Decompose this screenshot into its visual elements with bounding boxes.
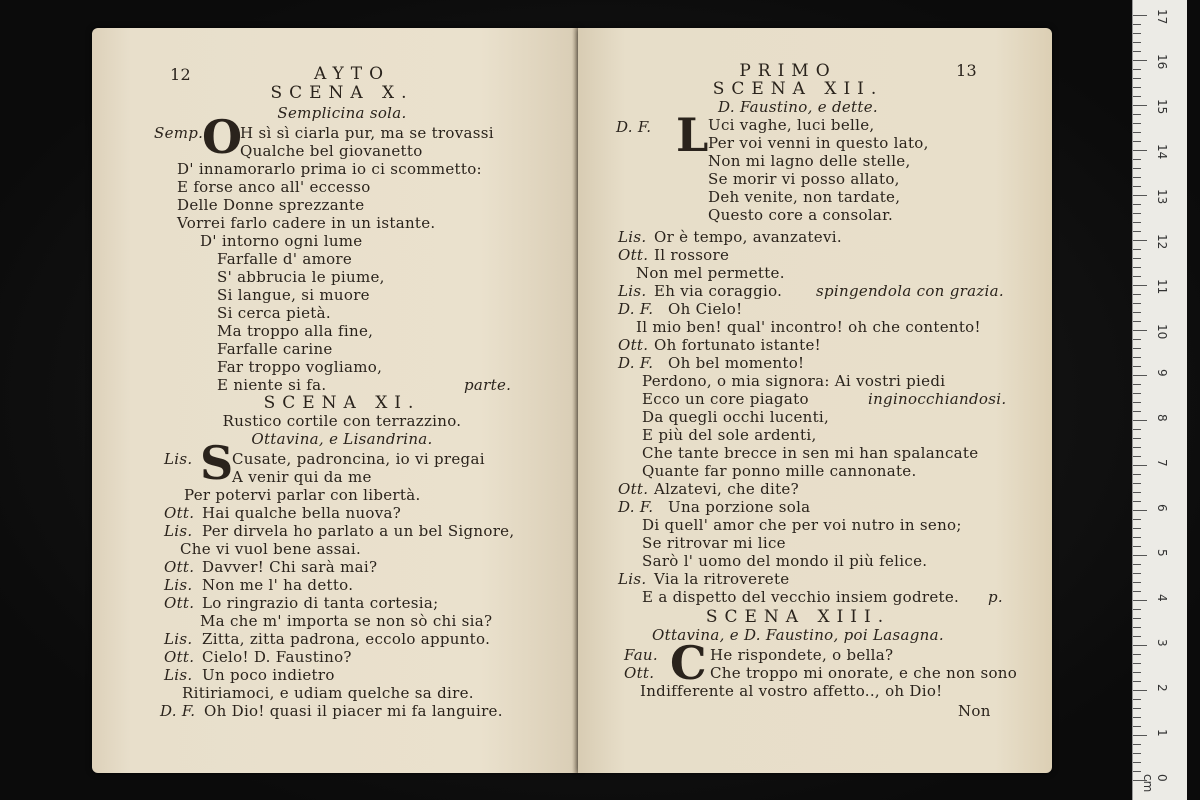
speaker-label: D. F. xyxy=(618,498,654,516)
scene-xii-cast: D. Faustino, e dette. xyxy=(718,98,878,116)
ruler-tick xyxy=(1133,294,1141,295)
ruler-tick xyxy=(1133,744,1141,745)
ruler-number: 17 xyxy=(1155,9,1169,25)
ruler-tick xyxy=(1133,456,1141,457)
ruler-tick xyxy=(1133,60,1147,61)
ruler-number: 1 xyxy=(1155,729,1169,737)
ruler-number: 15 xyxy=(1155,99,1169,115)
verse-line: Per voi venni in questo lato, xyxy=(708,134,929,152)
verse-line: Questo core a consolar. xyxy=(708,206,894,224)
speaker-label: Semp. xyxy=(154,124,204,142)
ruler-tick xyxy=(1133,438,1141,439)
stage-direction: spingendola con grazia. xyxy=(816,282,1004,300)
ruler-tick xyxy=(1133,537,1141,538)
ruler-tick xyxy=(1133,339,1141,340)
ruler-tick xyxy=(1133,681,1141,682)
verse-line: Uci vaghe, luci belle, xyxy=(708,116,875,134)
speaker-label: D. F. xyxy=(618,354,654,372)
ruler-tick xyxy=(1133,69,1141,70)
right-page-number: 13 xyxy=(956,61,977,80)
ruler-number: 8 xyxy=(1155,414,1169,422)
ruler-number: 4 xyxy=(1155,594,1169,602)
ruler-tick xyxy=(1133,465,1147,466)
ruler-tick xyxy=(1133,249,1141,250)
speaker-label: Lis. xyxy=(164,450,193,468)
ruler-tick xyxy=(1133,420,1147,421)
dialogue-line: Oh fortunato istante! xyxy=(654,336,821,354)
dialogue-line: Cielo! D. Faustino? xyxy=(202,648,352,666)
ruler-tick xyxy=(1133,375,1147,376)
drop-cap: C xyxy=(670,636,707,690)
ruler-tick xyxy=(1133,276,1141,277)
verse-line: Si langue, si muore xyxy=(217,286,370,304)
ruler-tick xyxy=(1133,546,1141,547)
ruler-tick xyxy=(1133,105,1147,106)
ruler-tick xyxy=(1133,645,1147,646)
speaker-label: Lis. xyxy=(618,228,647,246)
dialogue-line: Davver! Chi sarà mai? xyxy=(202,558,378,576)
ruler-tick xyxy=(1133,123,1141,124)
ruler-tick xyxy=(1133,771,1141,772)
speaker-label: Lis. xyxy=(164,630,193,648)
ruler-number: 6 xyxy=(1155,504,1169,512)
dialogue-line: Or è tempo, avanzatevi. xyxy=(654,228,842,246)
speaker-label: Lis. xyxy=(164,666,193,684)
ruler-number: 10 xyxy=(1155,324,1169,340)
dialogue-line: Cusate, padroncina, io vi pregai xyxy=(232,450,485,468)
ruler-tick xyxy=(1133,402,1141,403)
ruler-tick xyxy=(1133,474,1141,475)
ruler-number: 11 xyxy=(1155,279,1169,295)
ruler-tick xyxy=(1133,636,1141,637)
ruler-number: 3 xyxy=(1155,639,1169,647)
verse-line: S' abbrucia le piume, xyxy=(217,268,385,286)
ruler-tick xyxy=(1133,762,1141,763)
verse-line: D' intorno ogni lume xyxy=(200,232,363,250)
speaker-label: Ott. xyxy=(618,336,649,354)
dialogue-line: Che tante brecce in sen mi han spalancate xyxy=(642,444,979,462)
ruler-tick xyxy=(1133,78,1141,79)
left-running-head: AYTO xyxy=(313,64,391,84)
ruler-tick xyxy=(1133,672,1141,673)
ruler-number: 12 xyxy=(1155,234,1169,250)
ruler-tick xyxy=(1133,393,1141,394)
speaker-label: D. F. xyxy=(618,300,654,318)
ruler-tick xyxy=(1133,96,1141,97)
speaker-label: D. F. xyxy=(160,702,196,720)
verse-line: D' innamorarlo prima io ci scommetto: xyxy=(177,160,482,178)
ruler-tick xyxy=(1133,492,1141,493)
stage-direction: parte. xyxy=(464,376,512,394)
speaker-label: D. F. xyxy=(616,118,652,136)
scene-xiii-title: SCENA XIII. xyxy=(705,607,891,627)
drop-cap: L xyxy=(676,108,709,162)
ruler-tick xyxy=(1133,348,1141,349)
dialogue-line: Quante far ponno mille cannonate. xyxy=(642,462,917,480)
dialogue-line: Oh Dio! quasi il piacer mi fa languire. xyxy=(204,702,503,720)
speaker-label: Lis. xyxy=(618,570,647,588)
right-running-head: PRIMO xyxy=(739,61,837,81)
dialogue-line: Un poco indietro xyxy=(202,666,335,684)
dialogue-line: Ritiriamoci, e udiam quelche sa dire. xyxy=(182,684,474,702)
speaker-label: Ott. xyxy=(164,504,195,522)
dialogue-line: Non mel permette. xyxy=(636,264,785,282)
ruler-tick xyxy=(1133,24,1141,25)
verse-line: Farfalle carine xyxy=(217,340,333,358)
scene-xi-title: SCENA XI. xyxy=(263,393,421,413)
ruler-number: 2 xyxy=(1155,684,1169,692)
ruler-tick xyxy=(1133,699,1141,700)
dialogue-line: E a dispetto del vecchio insiem godrete. xyxy=(642,588,960,606)
ruler-tick xyxy=(1133,357,1141,358)
verse-line: Deh venite, non tardate, xyxy=(708,188,901,206)
ruler-tick xyxy=(1133,33,1141,34)
ruler-tick xyxy=(1133,321,1141,322)
ruler-tick xyxy=(1133,87,1141,88)
verse-line: Si cerca pietà. xyxy=(217,304,331,322)
ruler-tick xyxy=(1133,555,1147,556)
ruler-tick xyxy=(1133,51,1141,52)
dialogue-line: Il mio ben! qual' incontro! oh che contento! xyxy=(636,318,981,336)
dialogue-line: Perdono, o mia signora: Ai vostri piedi xyxy=(642,372,946,390)
dialogue-line: Zitta, zitta padrona, eccolo appunto. xyxy=(202,630,491,648)
speaker-label: Fau. xyxy=(624,646,658,664)
dialogue-line: Una porzione sola xyxy=(668,498,811,516)
ruler-tick xyxy=(1133,510,1147,511)
verse-line: H sì sì ciarla pur, ma se trovassi xyxy=(240,124,494,142)
speaker-label: Lis. xyxy=(164,576,193,594)
speaker-label: Lis. xyxy=(164,522,193,540)
ruler-tick xyxy=(1133,267,1141,268)
ruler-tick xyxy=(1133,627,1141,628)
ruler-tick xyxy=(1133,150,1147,151)
left-page-number: 12 xyxy=(170,65,191,84)
ruler-tick xyxy=(1133,501,1141,502)
ruler-tick xyxy=(1133,330,1147,331)
dialogue-line: Ecco un core piagato xyxy=(642,390,809,408)
ruler-tick xyxy=(1133,447,1141,448)
ruler-tick xyxy=(1133,177,1141,178)
ruler-number: 14 xyxy=(1155,144,1169,160)
ruler-tick xyxy=(1133,303,1141,304)
ruler-tick xyxy=(1133,231,1141,232)
dialogue-line: Hai qualche bella nuova? xyxy=(202,504,402,522)
dialogue-line: Eh via coraggio. xyxy=(654,282,783,300)
dialogue-line: Sarò l' uomo del mondo il più felice. xyxy=(642,552,928,570)
ruler-tick xyxy=(1133,159,1141,160)
ruler-tick xyxy=(1133,600,1147,601)
ruler-number: 16 xyxy=(1155,54,1169,70)
dialogue-line: Alzatevi, che dite? xyxy=(654,480,799,498)
dialogue-line: Non me l' ha detto. xyxy=(202,576,354,594)
dialogue-line: Il rossore xyxy=(654,246,730,264)
ruler-tick xyxy=(1133,573,1141,574)
ruler-number: 5 xyxy=(1155,549,1169,557)
ruler-tick xyxy=(1133,195,1147,196)
ruler-tick xyxy=(1133,312,1141,313)
ruler-tick xyxy=(1133,411,1141,412)
ruler-tick xyxy=(1133,240,1147,241)
ruler-tick xyxy=(1133,384,1141,385)
verse-line: Far troppo vogliamo, xyxy=(217,358,383,376)
verse-line: Non mi lagno delle stelle, xyxy=(708,152,911,170)
dialogue-line: Oh Cielo! xyxy=(668,300,743,318)
left-page xyxy=(92,28,578,773)
ruler-tick xyxy=(1133,213,1141,214)
scene-xiii-cast: Ottavina, e D. Faustino, poi Lasagna. xyxy=(652,626,944,644)
verse-line: E forse anco all' eccesso xyxy=(177,178,371,196)
ruler-number: 7 xyxy=(1155,459,1169,467)
verse-line: Ma troppo alla fine, xyxy=(217,322,374,340)
dialogue-line: Ma che m' importa se non sò chi sia? xyxy=(200,612,493,630)
ruler-tick xyxy=(1133,222,1141,223)
speaker-label: Ott. xyxy=(164,594,195,612)
verse-line: Se morir vi posso allato, xyxy=(708,170,900,188)
ruler-tick xyxy=(1133,582,1141,583)
stage-direction: inginocchiandosi. xyxy=(868,390,1007,408)
ruler-tick xyxy=(1133,564,1141,565)
verse-line: Farfalle d' amore xyxy=(217,250,353,268)
ruler-tick xyxy=(1133,663,1141,664)
dialogue-line: Per dirvela ho parlato a un bel Signore, xyxy=(202,522,515,540)
scene-xi-setting: Rustico cortile con terrazzino. xyxy=(222,412,462,430)
ruler-tick xyxy=(1133,708,1141,709)
dialogue-line: Lo ringrazio di tanta cortesia; xyxy=(202,594,439,612)
speaker-label: Ott. xyxy=(164,648,195,666)
dialogue-line: Oh bel momento! xyxy=(668,354,805,372)
scene-xii-title: SCENA XII. xyxy=(712,79,884,99)
ruler-tick xyxy=(1133,528,1141,529)
dialogue-line: Che vi vuol bene assai. xyxy=(180,540,362,558)
dialogue-line: Se ritrovar mi lice xyxy=(642,534,786,552)
ruler-number: 0 cm xyxy=(1141,774,1169,793)
ruler-tick xyxy=(1133,366,1141,367)
dialogue-line: He rispondete, o bella? xyxy=(710,646,894,664)
ruler-tick xyxy=(1133,654,1141,655)
scene-x-title: SCENA X. xyxy=(270,83,414,103)
speaker-label: Lis. xyxy=(618,282,647,300)
ruler-tick xyxy=(1133,591,1141,592)
ruler-number: 13 xyxy=(1155,189,1169,205)
ruler-tick xyxy=(1133,735,1147,736)
ruler-tick xyxy=(1133,285,1147,286)
ruler-tick xyxy=(1133,114,1141,115)
scene-xi-cast: Ottavina, e Lisandrina. xyxy=(251,430,433,448)
ruler-number: 9 xyxy=(1155,369,1169,377)
ruler-tick xyxy=(1133,15,1147,16)
verse-line: Delle Donne sprezzante xyxy=(177,196,365,214)
stage-direction: p. xyxy=(988,588,1003,606)
ruler-tick xyxy=(1133,42,1141,43)
scene-x-cast: Semplicina sola. xyxy=(277,104,407,122)
ruler-tick xyxy=(1133,753,1141,754)
speaker-label: Ott. xyxy=(618,246,649,264)
verse-line: Vorrei farlo cadere in un istante. xyxy=(177,214,436,232)
ruler-tick xyxy=(1133,168,1141,169)
speaker-label: Ott. xyxy=(164,558,195,576)
dialogue-line: Di quell' amor che per voi nutro in seno; xyxy=(642,516,962,534)
speaker-label: Ott. xyxy=(624,664,655,682)
measurement-ruler xyxy=(1132,0,1187,800)
dialogue-line: Via la ritroverete xyxy=(654,570,790,588)
ruler-tick xyxy=(1133,132,1141,133)
dialogue-line: Da quegli occhi lucenti, xyxy=(642,408,830,426)
ruler-tick xyxy=(1133,141,1141,142)
ruler-tick xyxy=(1133,204,1141,205)
drop-cap: O xyxy=(202,110,243,164)
dialogue-line: A venir qui da me xyxy=(232,468,372,486)
ruler-tick xyxy=(1133,519,1141,520)
ruler-tick xyxy=(1133,618,1141,619)
ruler-tick xyxy=(1133,483,1141,484)
dialogue-line: E più del sole ardenti, xyxy=(642,426,817,444)
ruler-tick xyxy=(1133,258,1141,259)
verse-line: E niente si fa. xyxy=(217,376,327,394)
dialogue-line: Indifferente al vostro affetto.., oh Dio! xyxy=(640,682,943,700)
ruler-tick xyxy=(1133,609,1141,610)
ruler-tick xyxy=(1133,186,1141,187)
verse-line: Qualche bel giovanetto xyxy=(240,142,423,160)
ruler-tick xyxy=(1133,429,1141,430)
ruler-tick xyxy=(1133,726,1141,727)
ruler-tick xyxy=(1133,690,1147,691)
ruler-tick xyxy=(1133,717,1141,718)
drop-cap: S xyxy=(200,436,234,490)
dialogue-line: Che troppo mi onorate, e che non sono xyxy=(710,664,1018,682)
right-page xyxy=(578,28,1052,773)
dialogue-line: Per potervi parlar con libertà. xyxy=(184,486,421,504)
catchword: Non xyxy=(958,702,991,720)
speaker-label: Ott. xyxy=(618,480,649,498)
